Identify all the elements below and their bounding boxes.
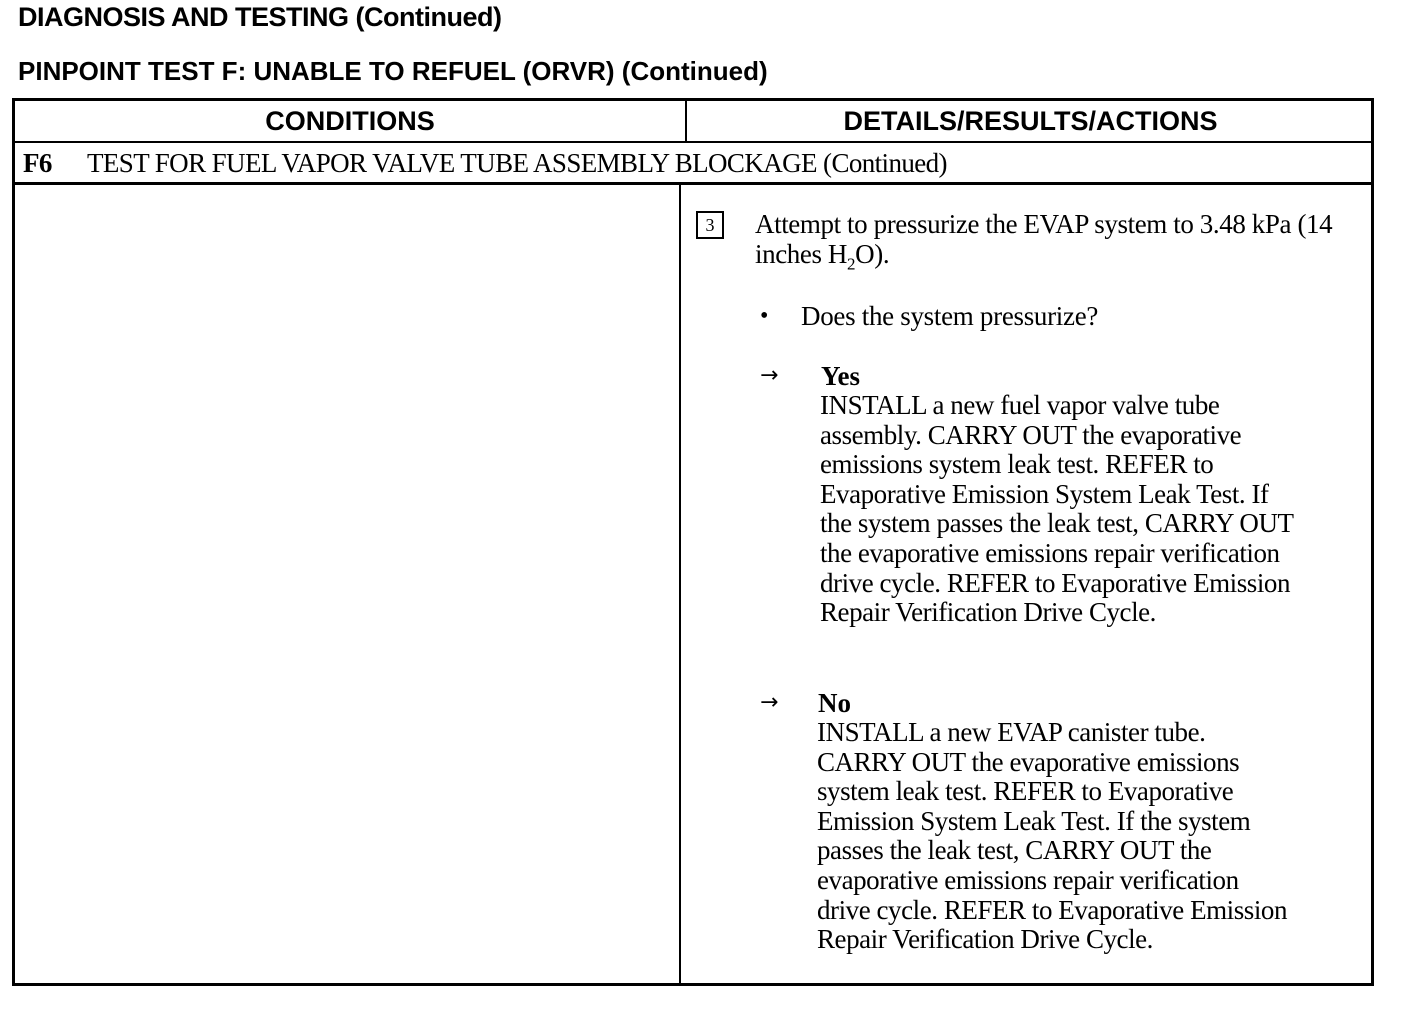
yes-label: Yes [821,361,860,391]
table-header-row [15,101,1371,143]
page-subtitle: PINPOINT TEST F: UNABLE TO REFUEL (ORVR) (Continued) [18,56,768,86]
step-instruction [755,209,1365,279]
no-action-text: INSTALL a new EVAP canister tube. CARRY OUT the evaporative emissions system leak test. REFER to Evaporative Emission System Leak Test. If the system passes the leak test, CARRY OUT the evaporative emissions repair verification drive cycle. REFER to Evaporative Emission Repair Verification Drive Cycle. [817,717,1288,955]
bullet-icon: • [760,303,769,329]
column-divider-body [679,185,681,983]
step-instruction-end: O). [855,239,890,269]
step-question: Does the system pressurize? [801,301,1099,331]
test-id: F6 [23,148,52,178]
details-header: DETAILS/RESULTS/ACTIONS [843,106,1218,136]
test-title-row [15,143,1371,185]
page-title: DIAGNOSIS AND TESTING (Continued) [18,2,502,32]
step-instruction-main: Attempt to pressurize the EVAP system to 3.48 kPa (14 inches H [755,209,1333,269]
right-arrow-icon: → [760,363,779,388]
subscript-2: 2 [847,254,856,274]
step-number-box: 3 [696,211,724,239]
pinpoint-test-table [12,98,1374,986]
no-label: No [818,688,851,718]
right-arrow-icon: → [760,690,779,715]
test-title: TEST FOR FUEL VAPOR VALVE TUBE ASSEMBLY BLOCKAGE (Continued) [87,148,947,178]
yes-action-text: INSTALL a new fuel vapor valve tube assembly. CARRY OUT the evaporative emissions system leak test. REFER to Evaporative Emission System Leak Test. If the system passes the leak test, CARRY OUT the evaporative emissions repair verification drive cycle. REFER to Evaporative Emission Repair Verification Drive Cycle. [820,390,1294,628]
conditions-header: CONDITIONS [265,106,435,136]
